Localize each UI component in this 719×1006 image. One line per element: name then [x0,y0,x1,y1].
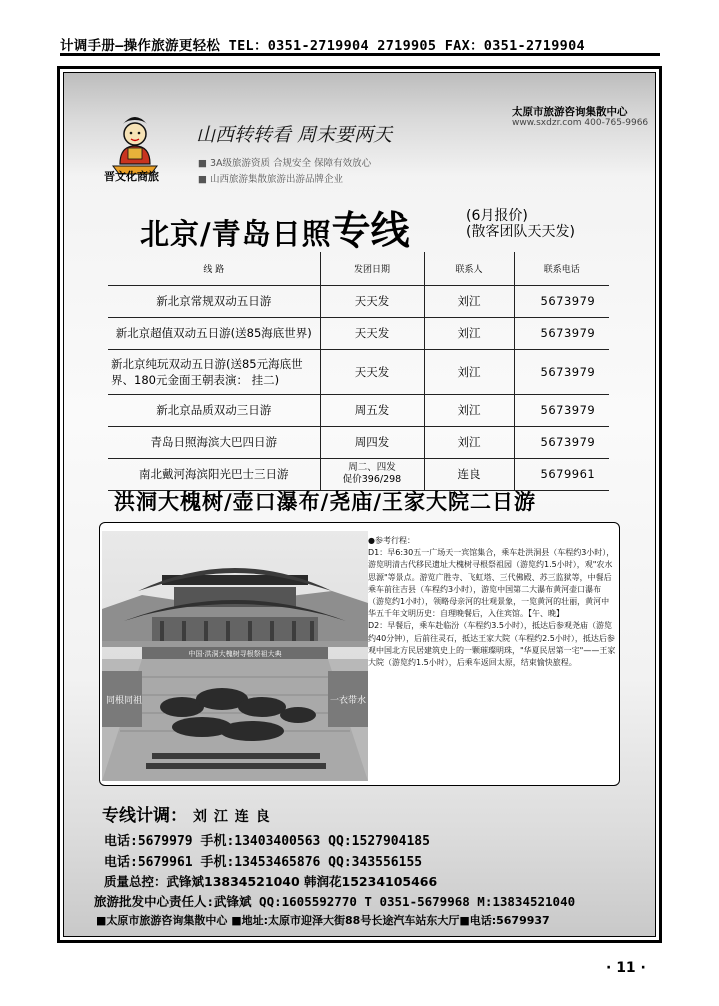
table-header-row [108,252,609,285]
agency-name: 太原市旅游咨询集散中心 [512,106,628,118]
route-date-line1: 周二、四发 [348,462,396,473]
contact-heading [102,801,271,826]
banner-right: 一衣带水 [330,696,367,706]
page-header [60,34,660,56]
route-contact: 刘江 [424,317,514,349]
route-contact: 连良 [424,458,514,490]
title-prefix: 北京/青岛日照 [140,217,332,251]
header-contact: 联系人 [424,252,514,285]
route-phone: 5673979 [514,394,609,426]
route-phone: 5673979 [514,426,609,458]
price-note [466,208,575,240]
header-route: 线 路 [108,252,320,285]
itinerary-day2: D2：早餐后，乘车赴临汾（车程约3.5小时），抵达后参观尧庙（游览约40分钟），后前往灵石，抵达王家大院（车程约2.5小时），抵达后参观中国北方民居建筑史上的一颗璀璨明珠，"华夏民居第一宅"——王家大院（游览约1.5小时），后乘车返回太原，结束愉快旅程。 [368,621,616,668]
contact-names: 刘 江 连 良 [193,809,271,825]
itinerary-text [368,535,616,669]
quality-control: 质量总控：武锋斌13834521040 韩润花15234105466 [104,874,438,889]
route-name: 新北京纯玩双动五日游(送85元海底世界、180元金面王朝表演： 挂二) [108,349,320,394]
slogan: 山西转转看 周末要两天 [196,124,393,146]
contact-line-liujiang: 电话:5679979 手机:13403400563 QQ:1527904185 [104,834,430,849]
table-row [108,317,609,349]
route-date: 天天发 [320,285,424,317]
price-note-line2: (散客团队天天发) [466,224,575,240]
itinerary-day1: D1：早6:30五一广场天一宾馆集合，乘车赴洪洞县（车程约3小时），游览明清古代移民遗址大槐树寻根祭祖园（游览约1.5小时），观"农水思源"等景点。游览广胜寺、飞虹塔、三代佛殿、苏三监狱等，中餐后乘车前往吉县（车程约3小时），游览中国第二大瀑布黄河壶口瀑布（游览约1小时），领略母亲河的壮观景象，一览黄河的壮丽，黄河中华五千年文明历史：自理晚餐后，入住宾馆。【午、晚】 [368,548,615,619]
contact-line-lianliang: 电话:5679961 手机:13453465876 QQ:343556155 [104,855,423,870]
route-phone: 5673979 [514,349,609,394]
route-contact: 刘江 [424,285,514,317]
page-number: · 11 · [606,960,646,976]
brand-bullet-1: ■ 3A级旅游资质 合规安全 保障有效放心 [198,158,372,169]
photo-caption: 中国·洪洞大槐树寻根祭祖大典 [188,650,282,658]
route-name: 南北戴河海滨阳光巴士三日游 [108,458,320,490]
route-date: 天天发 [320,349,424,394]
route-date: 周五发 [320,394,424,426]
price-note-line1: (6月报价) [466,208,528,224]
route-date: 周四发 [320,426,424,458]
route-date-line2: 促价396/298 [342,474,402,485]
header-date: 发团日期 [320,252,424,285]
route-contact: 刘江 [424,394,514,426]
logo-brand-text: 晋文化商旅 [104,170,159,183]
table-row [108,394,609,426]
tour-title: 洪洞大槐树/壶口瀑布/尧庙/王家大院二日游 [114,490,537,514]
route-phone: 5673979 [514,285,609,317]
route-name: 新北京品质双动三日游 [108,394,320,426]
route-contact: 刘江 [424,349,514,394]
contact-heading-label: 专线计调 [102,806,170,826]
route-name: 新北京常规双动五日游 [108,285,320,317]
route-phone: 5679961 [514,458,609,490]
brand-bullet-2: ■ 山西旅游集散旅游出游品牌企业 [198,174,343,185]
temple-photo [102,531,368,781]
contact-heading-colon: ： [170,806,187,826]
route-table [108,252,609,491]
title-highlight: 专线 [331,209,410,254]
banner-left: 同根同祖 [106,696,143,706]
route-name: 青岛日照海滨大巴四日游 [108,426,320,458]
route-phone: 5673979 [514,317,609,349]
header-contact-text: 计调手册—操作旅游更轻松 TEL：0351-2719904 2719905 FAX：0351-2719904 [60,38,585,54]
header-phone: 联系电话 [514,252,609,285]
tour-box [99,522,620,786]
route-name: 新北京超值双动五日游(送85海底世界) [108,317,320,349]
beijing-qingdao-title [140,200,410,256]
table-row [108,285,609,317]
table-row [108,349,609,394]
itinerary-heading: ●参考行程： [368,536,415,545]
table-row [108,426,609,458]
footer-address: ■太原市旅游咨询集散中心 ■地址:太原市迎泽大街88号长途汽车站东大厅■电话:5679937 [96,914,550,927]
route-date: 天天发 [320,317,424,349]
route-contact: 刘江 [424,426,514,458]
agency-url: www.sxdzr.com 400-765-9966 [512,118,649,128]
wholesale-contact: 旅游批发中心责任人:武锋斌 QQ:1605592770 T 0351-5679968 M:13834521040 [94,894,576,909]
